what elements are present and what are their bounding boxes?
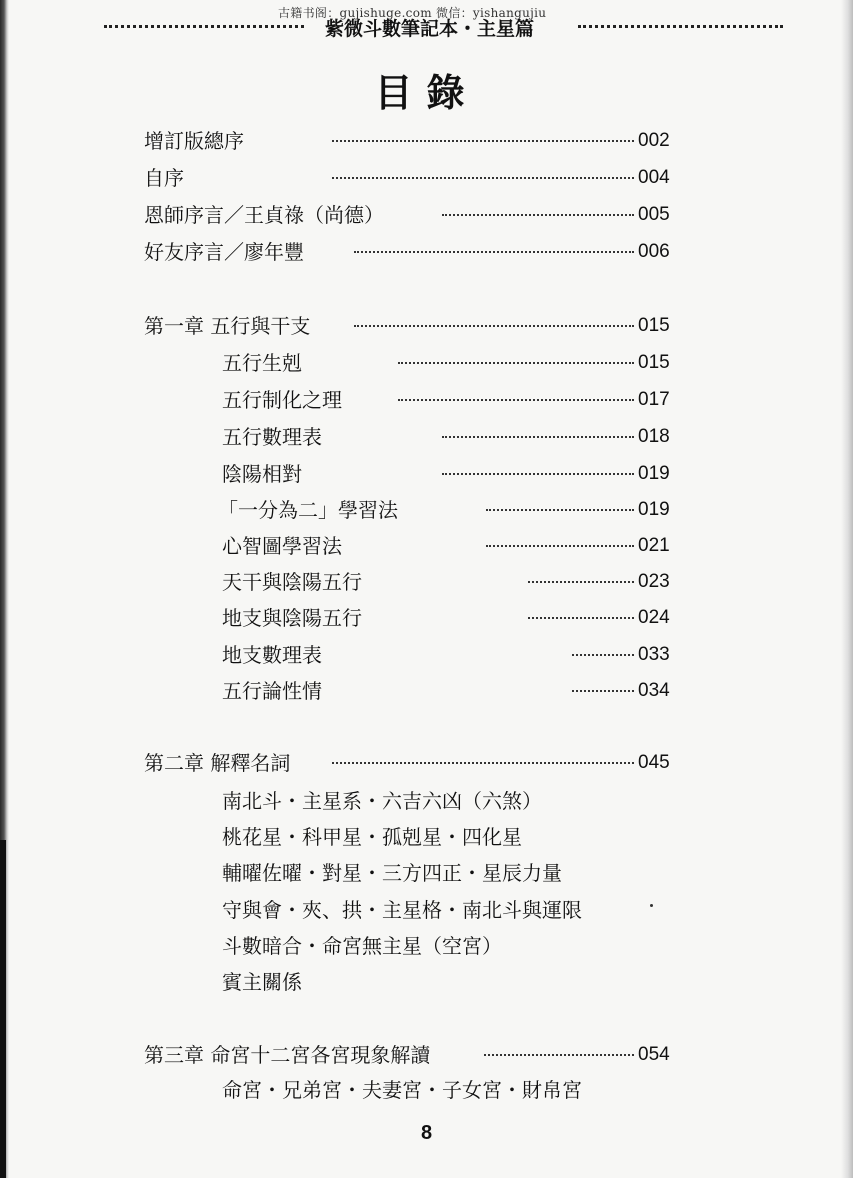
toc-leader-dots (572, 654, 634, 656)
toc-entry-page: 017 (638, 389, 670, 410)
toc-entry-page: 019 (638, 463, 670, 484)
toc-leader-dots (484, 1054, 634, 1056)
toc-entry-page: 005 (638, 204, 670, 225)
toc-entry-page: 019 (638, 499, 670, 520)
toc-entry-label: 地支數理表 (222, 643, 322, 667)
toc-entry-label: 增訂版總序 (144, 129, 244, 153)
toc-entry-label: 桃花星・科甲星・孤剋星・四化星 (222, 825, 522, 849)
toc-entry[interactable] (0, 350, 853, 376)
toc-entry[interactable] (0, 605, 853, 631)
toc-chapter-entry[interactable] (0, 1042, 853, 1068)
toc-entry-label: 地支與陰陽五行 (222, 606, 362, 630)
toc-entry-label: 陰陽相對 (222, 462, 302, 486)
toc-subtopic-line (0, 788, 853, 814)
header-rule-left (104, 25, 304, 28)
toc-subtopic-line (0, 933, 853, 959)
toc-entry-label: 第三章 命宮十二宮各宮現象解讀 (144, 1043, 431, 1067)
toc-subtopic-line (0, 824, 853, 850)
toc-entry-label: 賓主關係 (222, 970, 302, 994)
toc-entry-label: 五行制化之理 (222, 388, 342, 412)
running-title: 紫微斗數筆記本・主星篇 (325, 18, 535, 40)
toc-leader-dots (332, 762, 634, 764)
toc-entry-label: 守與會・夾、拱・主星格・南北斗與運限 (222, 898, 582, 922)
toc-entry-label: 心智圖學習法 (222, 534, 342, 558)
toc-entry-page: 015 (638, 352, 670, 373)
toc-leader-dots (332, 177, 634, 179)
toc-leader-dots (442, 436, 634, 438)
toc-entry-page: 034 (638, 680, 670, 701)
toc-entry-page: 006 (638, 241, 670, 262)
toc-entry-label: 「一分為二」學習法 (218, 498, 398, 522)
toc-subtopic-line (0, 897, 853, 923)
toc-entry[interactable] (0, 461, 853, 487)
toc-leader-dots (398, 362, 634, 364)
toc-entry-page: 015 (638, 315, 670, 336)
toc-leader-dots (332, 140, 634, 142)
toc-leader-dots (354, 325, 634, 327)
toc-entry-label: 第二章 解釋名詞 (144, 751, 291, 775)
page-title: 目錄 (374, 71, 479, 115)
toc-entry[interactable] (0, 128, 853, 154)
toc-entry-label: 南北斗・主星系・六吉六凶（六煞） (222, 789, 542, 813)
toc-leader-dots (486, 545, 634, 547)
toc-leader-dots (572, 690, 634, 692)
toc-entry[interactable] (0, 165, 853, 191)
toc-leader-dots (442, 214, 634, 216)
toc-entry-label: 天干與陰陽五行 (222, 570, 362, 594)
toc-entry-label: 第一章 五行與干支 (144, 314, 311, 338)
toc-chapter-entry[interactable] (0, 313, 853, 339)
toc-subtopic-line (0, 1077, 853, 1103)
watermark: 古籍书阁：gujishuge.com 微信：yishangujiu (278, 6, 547, 20)
toc-entry-page: 004 (638, 167, 670, 188)
toc-entry-page: 018 (638, 426, 670, 447)
toc-leader-dots (398, 399, 634, 401)
toc-subtopic-line (0, 969, 853, 995)
toc-leader-dots (528, 581, 634, 583)
toc-entry-label: 命宮・兄弟宮・夫妻宮・子女宮・財帛宮 (222, 1078, 582, 1102)
toc-entry-label: 五行數理表 (222, 425, 322, 449)
toc-subtopic-line (0, 860, 853, 886)
toc-entry-label: 五行論性情 (222, 679, 322, 703)
toc-entry-page: 054 (638, 1044, 670, 1065)
toc-entry-label: 自序 (144, 166, 184, 190)
toc-entry-label: 好友序言／廖年豐 (144, 240, 304, 264)
toc-leader-dots (442, 473, 634, 475)
toc-entry-page: 045 (638, 752, 670, 773)
toc-entry[interactable] (0, 202, 853, 228)
toc-entry-page: 033 (638, 644, 670, 665)
toc-entry[interactable] (0, 424, 853, 450)
toc-entry-page: 023 (638, 571, 670, 592)
toc-leader-dots (486, 509, 634, 511)
toc-entry[interactable] (0, 678, 853, 704)
toc-entry-page: 021 (638, 535, 670, 556)
toc-entry[interactable] (0, 533, 853, 559)
toc-entry[interactable] (0, 239, 853, 265)
scan-speck (650, 904, 653, 907)
header-rule-right (578, 25, 783, 28)
toc-entry-label: 恩師序言／王貞祿（尚德） (144, 203, 384, 227)
toc-entry-label: 五行生剋 (222, 351, 302, 375)
page-number: 8 (420, 1122, 433, 1144)
toc-entry-page: 024 (638, 607, 670, 628)
toc-leader-dots (528, 617, 634, 619)
toc-entry-label: 輔曜佐曜・對星・三方四正・星辰力量 (222, 861, 562, 885)
toc-entry[interactable] (0, 387, 853, 413)
toc-entry[interactable] (0, 497, 853, 523)
toc-leader-dots (354, 251, 634, 253)
toc-entry-page: 002 (638, 130, 670, 151)
toc-entry[interactable] (0, 569, 853, 595)
toc-entry-label: 斗數暗合・命宮無主星（空宮） (222, 934, 502, 958)
toc-entry[interactable] (0, 642, 853, 668)
toc-chapter-entry[interactable] (0, 750, 853, 776)
